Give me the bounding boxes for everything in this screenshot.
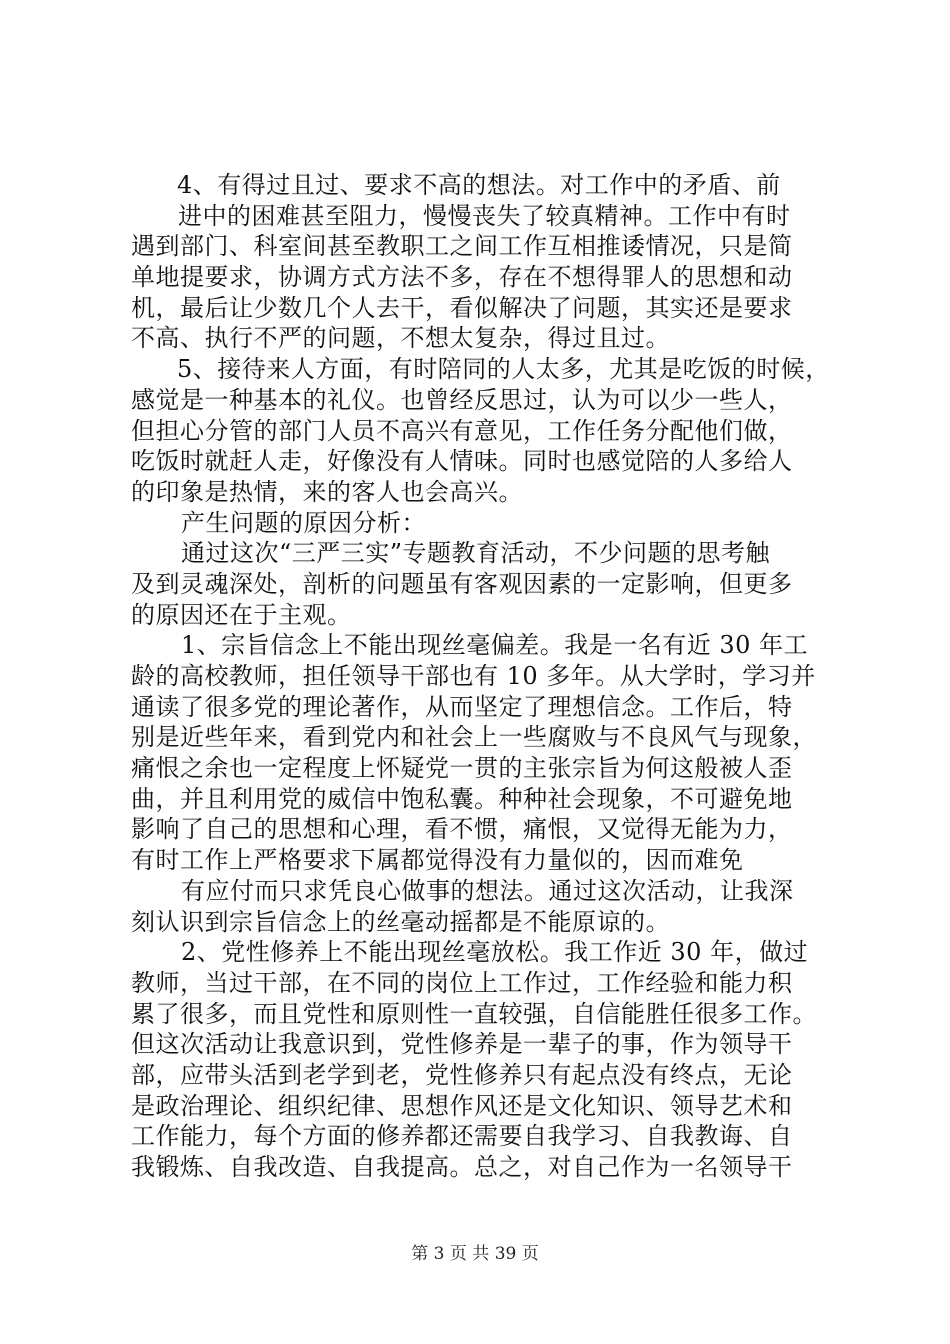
text-line: 龄的高校教师，担任领导干部也有 10 多年。从大学时，学习并 (131, 662, 816, 690)
text-line: 工作能力，每个方面的修养都还需要自我学习、自我教诲、自 (131, 1122, 793, 1150)
text-line: 2、党性修养上不能出现丝毫放松。我工作近 30 年，做过 (181, 938, 809, 966)
text-line: 我锻炼、自我改造、自我提高。总之，对自己作为一名领导干 (131, 1153, 793, 1181)
text-line: 不高、执行不严的问题，不想太复杂，得过且过。 (131, 324, 670, 352)
text-line: 单地提要求，协调方式方法不多，存在不想得罪人的思想和动 (131, 263, 793, 291)
text-line: 有时工作上严格要求下属都觉得没有力量似的，因而难免 (131, 846, 744, 874)
text-line: 机，最后让少数几个人去干，看似解决了问题，其实还是要求 (131, 294, 793, 322)
text-line: 感觉是一种基本的礼仪。也曾经反思过，认为可以少一些人， (131, 386, 793, 414)
text-line: 的原因还在于主观。 (131, 601, 352, 629)
text-line: 5、接待来人方面，有时陪同的人太多，尤其是吃饭的时候， (177, 355, 830, 383)
text-line: 别是近些年来，看到党内和社会上一些腐败与不良风气与现象， (131, 723, 817, 751)
text-line: 但担心分管的部门人员不高兴有意见，工作任务分配他们做， (131, 417, 793, 445)
text-line: 进中的困难甚至阻力，慢慢丧失了较真精神。工作中有时 (178, 202, 791, 230)
text-line: 通过这次“三严三实”专题教育活动，不少问题的思考触 (181, 539, 771, 567)
page-footer: 第 3 页 共 39 页 (411, 1244, 539, 1264)
section-heading: 产生问题的原因分析： (181, 509, 426, 537)
text-line: 吃饭时就赶人走，好像没有人情味。同时也感觉陪的人多给人 (131, 447, 793, 475)
text-line: 影响了自己的思想和心理，看不惯，痛恨，又觉得无能为力， (131, 815, 793, 843)
text-line: 但这次活动让我意识到，党性修养是一辈子的事，作为领导干 (131, 1030, 793, 1058)
text-line: 及到灵魂深处，剖析的问题虽有客观因素的一定影响，但更多 (131, 570, 793, 598)
text-line: 有应付而只求凭良心做事的想法。通过这次活动，让我深 (181, 877, 794, 905)
text-line: 1、宗旨信念上不能出现丝毫偏差。我是一名有近 30 年工 (181, 631, 809, 659)
text-line: 累了很多，而且党性和原则性一直较强，自信能胜任很多工作。 (131, 1000, 817, 1028)
text-line: 的印象是热情，来的客人也会高兴。 (131, 478, 523, 506)
text-line: 是政治理论、组织纪律、思想作风还是文化知识、领导艺术和 (131, 1092, 793, 1120)
text-line: 通读了很多党的理论著作，从而坚定了理想信念。工作后，特 (131, 693, 793, 721)
text-line: 刻认识到宗旨信念上的丝毫动摇都是不能原谅的。 (131, 908, 670, 936)
text-line: 教师，当过干部，在不同的岗位上工作过，工作经验和能力积 (131, 969, 793, 997)
text-line: 4、有得过且过、要求不高的想法。对工作中的矛盾、前 (177, 171, 781, 199)
text-line: 部，应带头活到老学到老，党性修养只有起点没有终点，无论 (131, 1061, 793, 1089)
text-line: 曲，并且利用党的威信中饱私囊。种种社会现象，不可避免地 (131, 785, 793, 813)
text-line: 痛恨之余也一定程度上怀疑党一贯的主张宗旨为何这般被人歪 (131, 754, 793, 782)
text-line: 遇到部门、科室间甚至教职工之间工作互相推诿情况，只是简 (131, 232, 793, 260)
